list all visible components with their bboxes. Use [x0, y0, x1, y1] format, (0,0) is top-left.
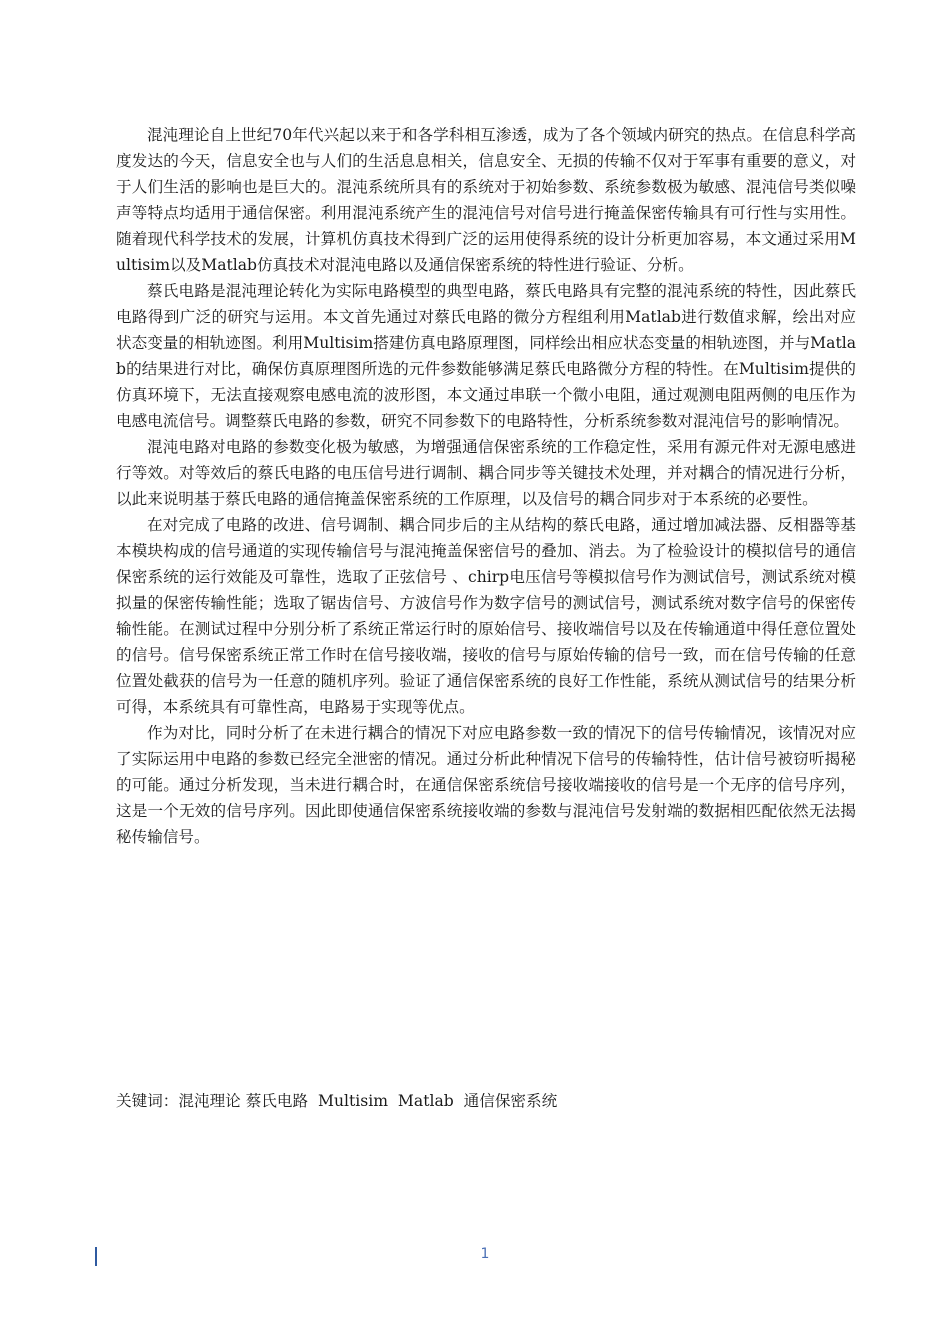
abstract-body	[116, 122, 856, 850]
page-number: 1	[480, 1246, 490, 1262]
paragraph-3: 混沌电路对电路的参数变化极为敏感，为增强通信保密系统的工作稳定性，采用有源元件对无源电感进行等效。对等效后的蔡氏电路的电压信号进行调制、耦合同步等关键技术处理，并对耦合的情况进行分析，以此来说明基于蔡氏电路的通信掩盖保密系统的工作原理，以及信号的耦合同步对于本系统的必要性。	[116, 438, 856, 508]
paragraph-4: 在对完成了电路的改进、信号调制、耦合同步后的主从结构的蔡氏电路，通过增加减法器、反相器等基本模块构成的信号通道的实现传输信号与混沌掩盖保密信号的叠加、消去。为了检验设计的模拟信号的通信保密系统的运行效能及可靠性，选取了正弦信号 、chirp电压信号等模拟信号作为测试信号，测试系统对模拟量的保密传输性能；选取了锯齿信号、方波信号作为数字信号的测试信号，测试系统对数字信号的保密传输性能。在测试过程中分别分析了系统正常运行时的原始信号、接收端信号以及在传输通道中得任意位置处的信号。信号保密系统正常工作时在信号接收端，接收的信号与原始传输的信号一致，而在信号传输的任意位置处截获的信号为一任意的随机序列。验证了通信保密系统的良好工作性能，系统从测试信号的结果分析可得，本系统具有可靠性高，电路易于实现等优点。	[116, 516, 856, 716]
margin-marker	[95, 1247, 97, 1266]
paragraph-2: 蔡氏电路是混沌理论转化为实际电路模型的典型电路，蔡氏电路具有完整的混沌系统的特性，因此蔡氏电路得到广泛的研究与运用。本文首先通过对蔡氏电路的微分方程组利用Matlab进行数值求解，绘出对应状态变量的相轨迹图。利用Multisim搭建仿真电路原理图，同样绘出相应状态变量的相轨迹图，并与Matlab的结果进行对比，确保仿真原理图所选的元件参数能够满足蔡氏电路微分方程的特性。在Multisim提供的仿真环境下，无法直接观察电感电流的波形图，本文通过串联一个微小电阻，通过观测电阻两侧的电压作为电感电流信号。调整蔡氏电路的参数，研究不同参数下的电路特性，分析系统参数对混沌信号的影响情况。	[116, 282, 856, 430]
paragraph-1: 混沌理论自上世纪70年代兴起以来于和各学科相互渗透，成为了各个领域内研究的热点。在信息科学高度发达的今天，信息安全也与人们的生活息息相关，信息安全、无损的传输不仅对于军事有重要的意义，对于人们生活的影响也是巨大的。混沌系统所具有的系统对于初始参数、系统参数极为敏感、混沌信号类似噪声等特点均适用于通信保密。利用混沌系统产生的混沌信号对信号进行掩盖保密传输具有可行性与实用性。随着现代科学技术的发展，计算机仿真技术得到广泛的运用使得系统的设计分析更加容易，本文通过采用Multisim以及Matlab仿真技术对混沌电路以及通信保密系统的特性进行验证、分析。	[116, 126, 856, 274]
keywords-line: 关键词：混沌理论 蔡氏电路 Multisim Matlab 通信保密系统	[116, 1092, 558, 1110]
paragraph-5: 作为对比，同时分析了在未进行耦合的情况下对应电路参数一致的情况下的信号传输情况，该情况对应了实际运用中电路的参数已经完全泄密的情况。通过分析此种情况下信号的传输特性，估计信号被窃听揭秘的可能。通过分析发现，当未进行耦合时，在通信保密系统信号接收端接收的信号是一个无序的信号序列，这是一个无效的信号序列。因此即使通信保密系统接收端的参数与混沌信号发射端的数据相匹配依然无法揭秘传输信号。	[116, 724, 856, 846]
